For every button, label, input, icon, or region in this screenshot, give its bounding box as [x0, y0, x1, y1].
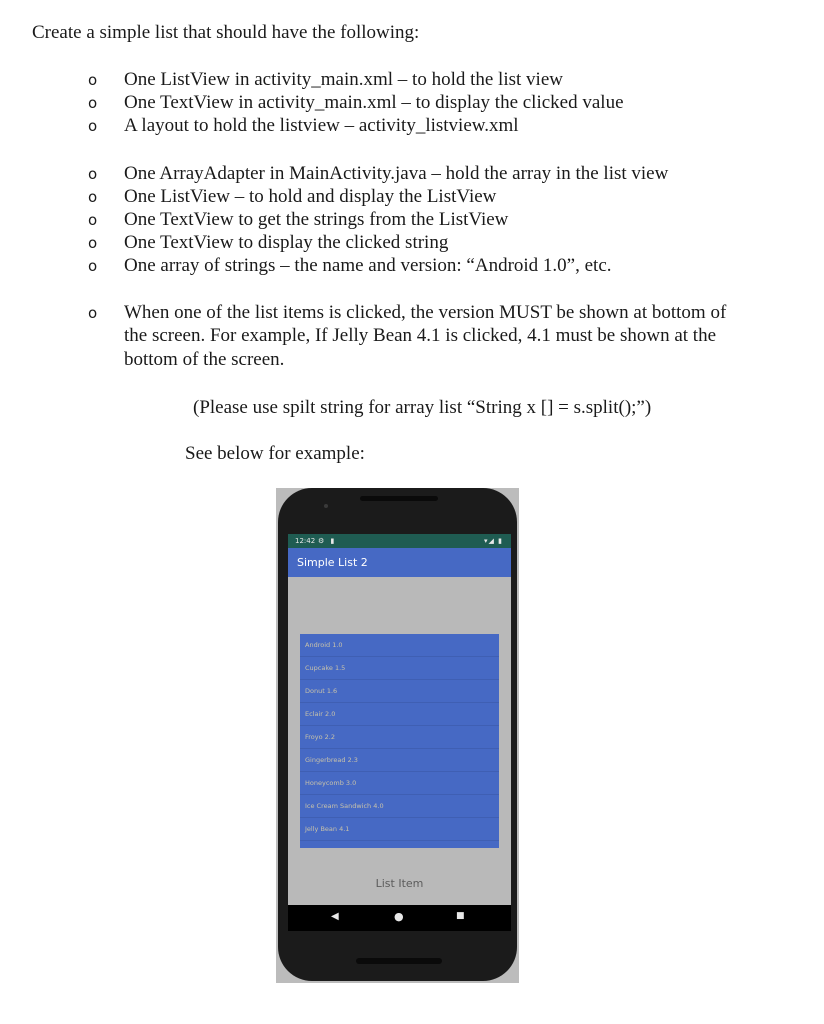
wifi-signal-battery-icons: ▾◢ ▮: [484, 537, 503, 545]
navigation-bar: [288, 905, 511, 931]
list-item: [88, 301, 726, 325]
list-item-label: Donut 1.6: [305, 687, 338, 695]
bullet-text: A layout to hold the listview – activity_listview.xml: [124, 115, 519, 136]
list-item-cupcake[interactable]: [300, 657, 499, 680]
bullet-text: One array of strings – the name and version: “Android 1.0”, etc.: [124, 255, 612, 276]
bullet-icon: o: [88, 188, 98, 206]
bullet-text-line-3: bottom of the screen.: [124, 349, 285, 370]
bullet-text: One TextView to display the clicked string: [124, 232, 449, 253]
list-item: [88, 185, 496, 209]
list-item: [88, 114, 519, 138]
list-item: [88, 68, 563, 92]
list-item: [88, 162, 668, 186]
intro-text: Create a simple list that should have the following:: [32, 22, 420, 43]
back-icon[interactable]: ◀: [331, 911, 339, 922]
clicked-value-textview: List Item: [375, 877, 424, 890]
bullet-icon: o: [88, 257, 98, 275]
status-time: 12:42: [295, 537, 316, 545]
bullet-icon: o: [88, 71, 98, 89]
list-item-froyo[interactable]: [300, 726, 499, 749]
bullet-text-line-2: the screen. For example, If Jelly Bean 4.1 is clicked, 4.1 must be shown at the: [124, 325, 717, 346]
status-bar: [288, 534, 511, 548]
bullet-icon: o: [88, 234, 98, 252]
bullet-text: One ArrayAdapter in MainActivity.java – hold the array in the list view: [124, 163, 669, 184]
bullet-text: One ListView in activity_main.xml – to hold the list view: [124, 69, 563, 90]
bullet-text: One TextView to get the strings from the ListView: [124, 209, 509, 230]
list-item-label: Gingerbread 2.3: [305, 756, 358, 764]
settings-and-battery-saver-icons: ⚙ ▮: [318, 537, 337, 545]
list-item-jelly-bean[interactable]: [300, 818, 499, 841]
bullet-icon: o: [88, 117, 98, 135]
list-item: [88, 91, 624, 115]
list-item-label: Froyo 2.2: [305, 733, 335, 741]
list-item-label: Ice Cream Sandwich 4.0: [305, 802, 384, 810]
bullet-text: One TextView in activity_main.xml – to display the clicked value: [124, 92, 624, 113]
bullet-text-line-1: When one of the list items is clicked, the version MUST be shown at bottom of: [124, 302, 727, 323]
recents-icon[interactable]: ■: [456, 911, 465, 921]
split-string-note: (Please use spilt string for array list “String x [] = s.split();”): [193, 397, 652, 418]
list-item-label: Eclair 2.0: [305, 710, 336, 718]
top-speaker-grille: [360, 496, 438, 501]
bullet-icon: o: [88, 94, 98, 112]
phone-body: [278, 488, 517, 981]
list-item-label: Honeycomb 3.0: [305, 779, 357, 787]
bullet-icon: o: [88, 165, 98, 183]
list-item-android[interactable]: [300, 634, 499, 657]
app-toolbar: [288, 548, 511, 577]
list-item-honeycomb[interactable]: [300, 772, 499, 795]
version-listview[interactable]: [300, 634, 499, 848]
list-item: [88, 231, 448, 255]
see-below-text: See below for example:: [185, 443, 365, 464]
app-title: Simple List 2: [297, 556, 368, 569]
list-item-label: Cupcake 1.5: [305, 664, 346, 672]
list-item-gingerbread[interactable]: [300, 749, 499, 772]
bullet-text: One ListView – to hold and display the ListView: [124, 186, 497, 207]
list-item-eclair[interactable]: [300, 703, 499, 726]
bullet-icon: o: [88, 211, 98, 229]
list-item: [88, 208, 508, 232]
phone-screen: [288, 534, 511, 931]
list-item-label: Jelly Bean 4.1: [305, 825, 350, 833]
home-icon[interactable]: ●: [394, 910, 404, 923]
phone-mockup-image: [276, 488, 519, 983]
list-item-ice-cream-sandwich[interactable]: [300, 795, 499, 818]
front-camera-icon: [324, 504, 328, 508]
list-item-donut[interactable]: [300, 680, 499, 703]
bullet-icon: o: [88, 304, 98, 322]
list-item-label: Android 1.0: [305, 641, 343, 649]
list-item: [88, 254, 612, 278]
bottom-speaker-grille: [356, 958, 442, 964]
